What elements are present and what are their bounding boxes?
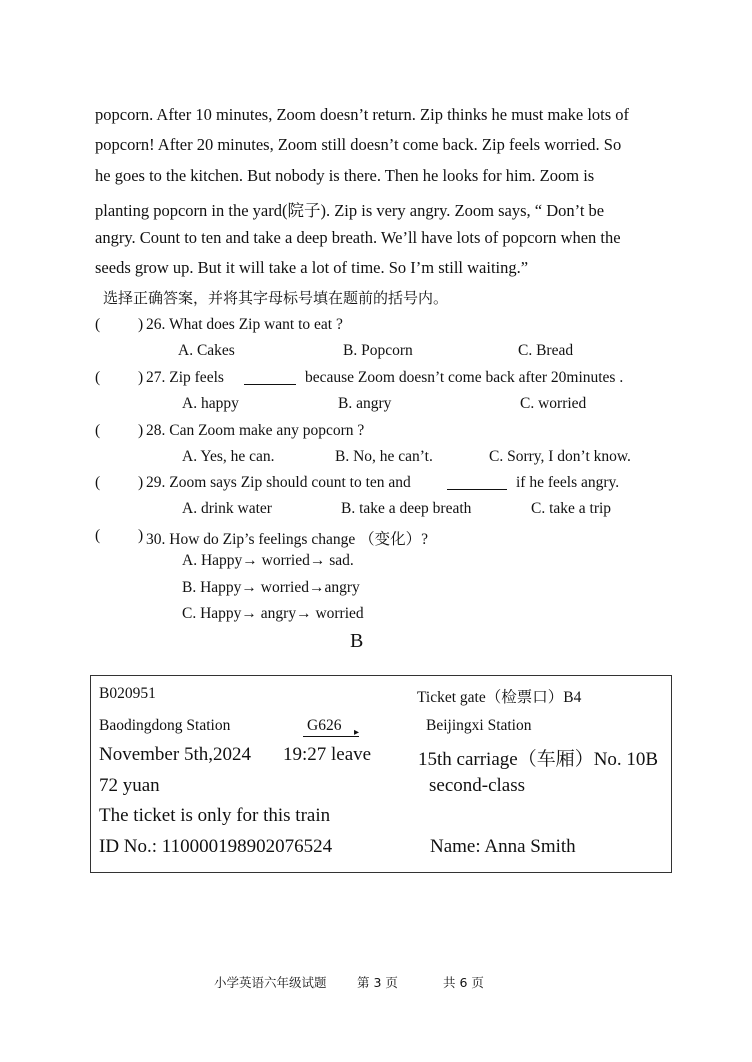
option-b: B. take a deep breath bbox=[341, 500, 472, 517]
option-a: A. Cakes bbox=[178, 342, 235, 359]
question-stem-continued: if he feels angry. bbox=[516, 474, 620, 491]
answer-bracket-open[interactable]: ( bbox=[95, 474, 101, 491]
option-b: B. angry bbox=[338, 395, 392, 412]
passage-line: planting popcorn in the yard(院子). Zip is very angry. Zoom says, “ Don’t be bbox=[95, 201, 605, 220]
train-ticket bbox=[90, 675, 672, 873]
ticket-serial: B020951 bbox=[99, 685, 156, 702]
answer-bracket-close: ) bbox=[138, 474, 144, 491]
answer-bracket-open[interactable]: ( bbox=[95, 369, 101, 386]
footer-subject: 小学英语六年级试题 bbox=[214, 975, 327, 990]
answer-bracket-close: ) bbox=[138, 422, 144, 439]
ticket-note: The ticket is only for this train bbox=[99, 805, 331, 826]
option-c: C. Bread bbox=[518, 342, 574, 359]
question-stem: 30. How do Zip’s feelings change （变化）? bbox=[146, 531, 428, 548]
passenger-id: ID No.: 110000198902076524 bbox=[99, 836, 333, 857]
answer-bracket-open[interactable]: ( bbox=[95, 422, 101, 439]
answer-bracket-open[interactable]: ( bbox=[95, 316, 101, 333]
passage-line: popcorn. After 10 minutes, Zoom doesn’t return. Zip thinks he must make lots of bbox=[95, 105, 630, 124]
ticket-gate: Ticket gate（检票口）B4 bbox=[417, 689, 582, 706]
fill-blank[interactable] bbox=[447, 489, 507, 490]
footer-total: 共 6 页 bbox=[443, 975, 484, 990]
option-c: C. Happy→ angry→ worried bbox=[182, 605, 364, 622]
question-stem-continued: because Zoom doesn’t come back after 20minutes . bbox=[305, 369, 624, 386]
travel-date: November 5th,2024 bbox=[99, 744, 251, 765]
fill-blank[interactable] bbox=[244, 384, 296, 385]
train-number: G626 bbox=[307, 717, 342, 734]
seat-class: second-class bbox=[429, 775, 526, 796]
passenger-name: Name: Anna Smith bbox=[430, 836, 576, 857]
departure-time: 19:27 leave bbox=[283, 744, 372, 765]
answer-bracket-close: ) bbox=[138, 527, 144, 544]
option-c: C. Sorry, I don’t know. bbox=[489, 448, 631, 465]
question-stem: 29. Zoom says Zip should count to ten and bbox=[146, 474, 411, 491]
option-b: B. Happy→ worried→angry bbox=[182, 579, 360, 596]
arrival-station: Beijingxi Station bbox=[426, 717, 532, 734]
passage-line: seeds grow up. But it will take a lot of time. So I’m still waiting.” bbox=[95, 258, 529, 277]
question-stem: 26. What does Zip want to eat ? bbox=[146, 316, 343, 333]
option-a: A. drink water bbox=[182, 500, 272, 517]
answer-bracket-close: ) bbox=[138, 369, 144, 386]
answer-bracket-open[interactable]: ( bbox=[95, 527, 101, 544]
arrow-right-icon: ▸ bbox=[354, 727, 360, 738]
question-stem: 27. Zip feels bbox=[146, 369, 224, 386]
answer-bracket-close: ) bbox=[138, 316, 144, 333]
departure-station: Baodingdong Station bbox=[99, 717, 231, 734]
option-b: B. Popcorn bbox=[343, 342, 413, 359]
option-b: B. No, he can’t. bbox=[335, 448, 433, 465]
option-a: A. happy bbox=[182, 395, 239, 412]
option-a: A. Happy→ worried→ sad. bbox=[182, 552, 354, 569]
passage-line: angry. Count to ten and take a deep breath. We’ll have lots of popcorn when the bbox=[95, 228, 621, 247]
option-c: C. take a trip bbox=[531, 500, 612, 517]
section-label: B bbox=[350, 630, 364, 652]
instruction: 选择正确答案，并将其字母标号填在题前的括号内。 bbox=[103, 289, 449, 307]
train-arrow-line bbox=[303, 736, 359, 737]
passage-line: he goes to the kitchen. But nobody is there. Then he looks for him. Zoom is bbox=[95, 166, 595, 185]
option-c: C. worried bbox=[520, 395, 587, 412]
ticket-price: 72 yuan bbox=[99, 775, 160, 796]
option-a: A. Yes, he can. bbox=[182, 448, 275, 465]
footer-page: 第 3 页 bbox=[357, 975, 398, 990]
passage-line: popcorn! After 20 minutes, Zoom still doesn’t come back. Zip feels worried. So bbox=[95, 135, 622, 154]
seat-info: 15th carriage（车厢）No. 10B bbox=[418, 749, 659, 770]
question-stem: 28. Can Zoom make any popcorn ? bbox=[146, 422, 365, 439]
